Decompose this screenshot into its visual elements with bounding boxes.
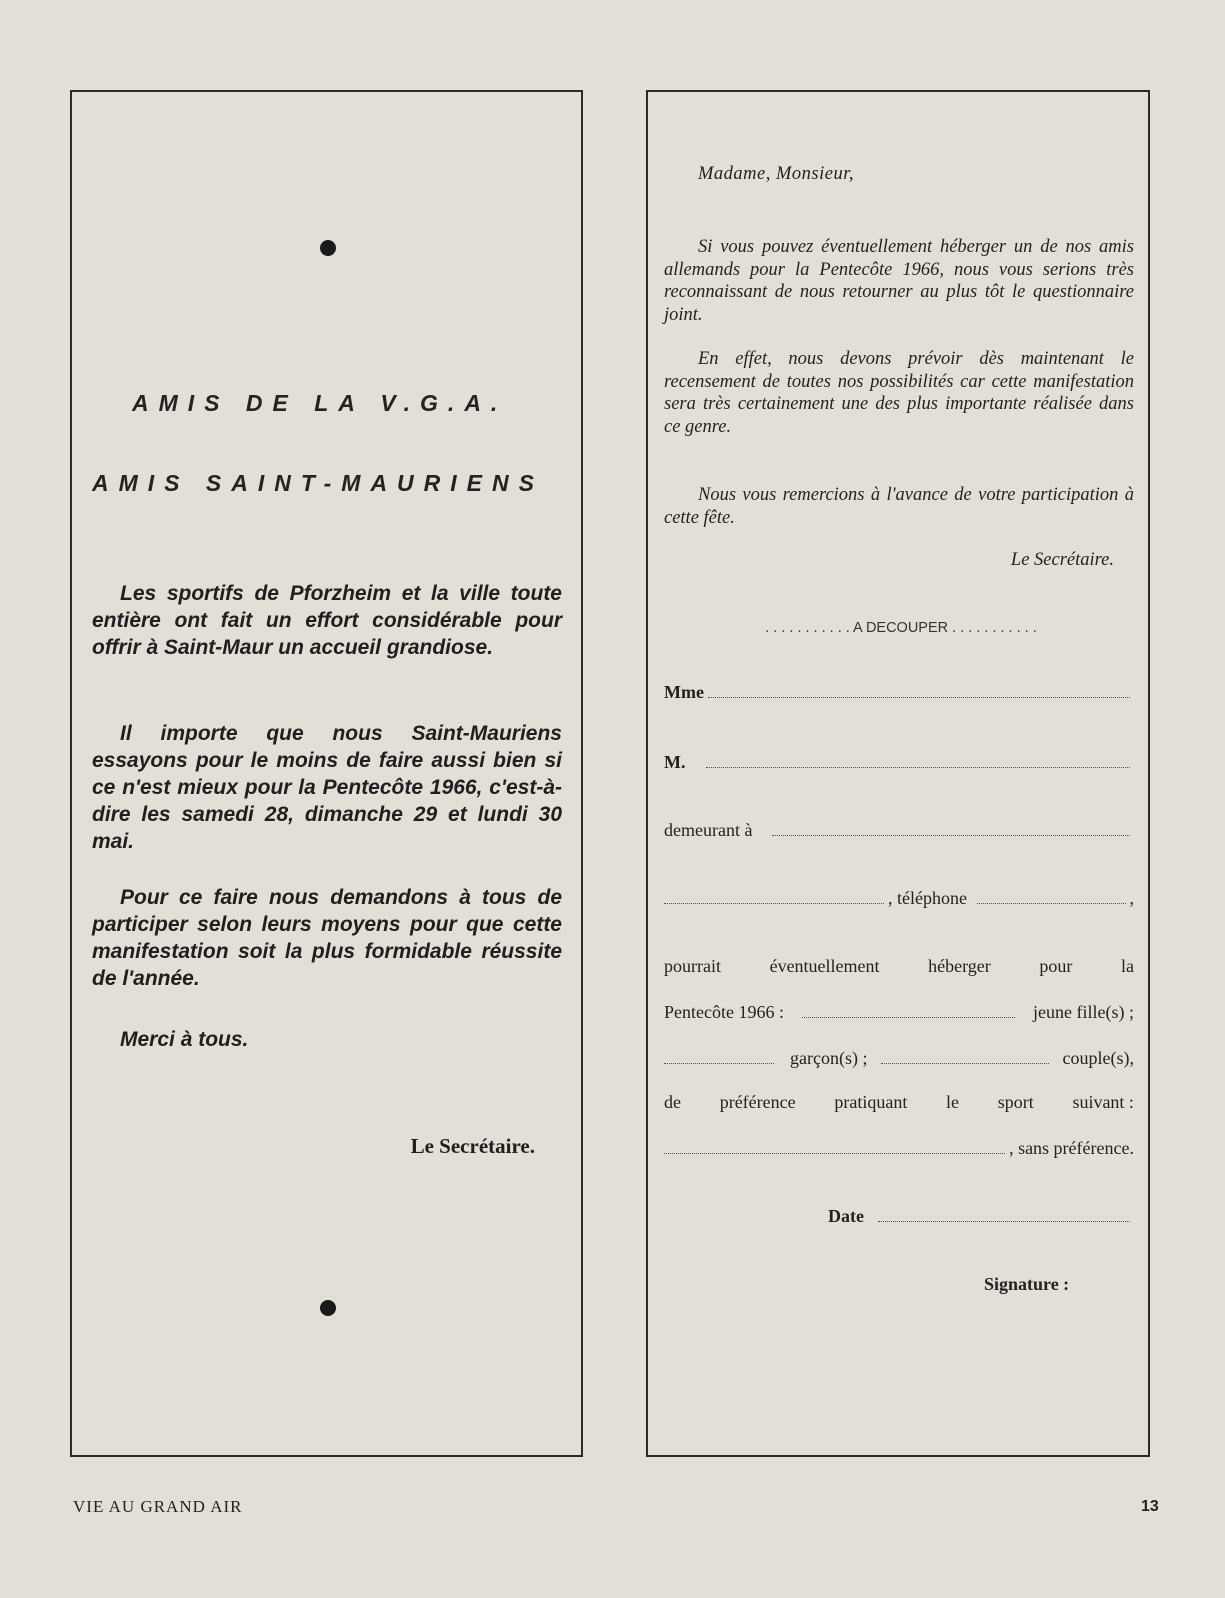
salutation: Madame, Monsieur, <box>698 164 854 184</box>
left-paragraph-4-text: Merci à tous. <box>120 1028 249 1051</box>
garcon-label: garçon(s) ; <box>790 1048 868 1068</box>
telephone-comma: , <box>1129 888 1134 908</box>
form-row-m <box>664 752 1134 773</box>
mme-label: Mme <box>664 682 704 702</box>
form-row-sport <box>664 1138 1134 1159</box>
footer-magazine-title: VIE AU GRAND AIR <box>73 1497 243 1516</box>
pref-word-2: préférence <box>719 1092 796 1112</box>
heading-amis-saint-mauriens: AMIS SAINT-MAURIENS <box>92 470 544 496</box>
pref-word-4: le <box>946 1092 960 1112</box>
pref-word-6: suivant : <box>1072 1092 1134 1112</box>
sans-preference-label: , sans préférence. <box>1009 1138 1134 1158</box>
right-signature: Le Secrétaire. <box>1010 550 1114 570</box>
pourrait-word-4: pour <box>1039 956 1073 976</box>
telephone-label: , téléphone <box>888 888 967 908</box>
demeurant-fill-line[interactable] <box>772 834 1130 836</box>
pref-word-3: pratiquant <box>834 1092 908 1112</box>
heading-amis-vga: AMIS DE LA V.G.A. <box>132 390 508 416</box>
mme-fill-line[interactable] <box>708 696 1130 698</box>
form-row-pourrait <box>664 956 1134 977</box>
form-row-pentecote <box>664 1002 1134 1023</box>
pref-word-1: de <box>664 1092 681 1112</box>
left-paragraph-3-text: Pour ce faire nous demandons à tous de participer selon leurs moyens pour que cette manifestation soit la plus formidable réussite de l'année. <box>92 886 562 990</box>
demeurant-label: demeurant à <box>664 820 753 840</box>
right-paragraph-2 <box>664 348 1134 438</box>
left-paragraph-2 <box>92 720 562 855</box>
left-signature: Le Secrétaire. <box>410 1134 535 1158</box>
right-paragraph-1-text: Si vous pouvez éventuellement héberger un de nos amis allemands pour la Pentecôte 1966, nous vous serions très reconnaissant de nous retourner au plus tôt le questionnaire joint. <box>664 237 1134 325</box>
left-paragraph-1-text: Les sportifs de Pforzheim et la ville toute entière ont fait un effort considérable pour offrir à Saint-Maur un accueil grandiose. <box>92 582 562 659</box>
pref-word-5: sport <box>997 1092 1034 1112</box>
left-panel <box>70 90 583 1457</box>
form-row-demeurant <box>664 820 1134 841</box>
left-paragraph-4 <box>92 1026 562 1053</box>
right-panel <box>646 90 1150 1457</box>
left-paragraph-3 <box>92 884 562 992</box>
right-paragraph-3-text: Nous vous remercions à l'avance de votre participation à cette fête. <box>664 485 1134 528</box>
couple-label: couple(s), <box>1062 1048 1134 1068</box>
bullet-dot-bottom <box>320 1300 336 1316</box>
bullet-dot-top <box>320 240 336 256</box>
signature-label: Signature : <box>984 1274 1070 1294</box>
date-fill-line[interactable] <box>878 1220 1130 1222</box>
pourrait-word-3: héberger <box>928 956 991 976</box>
form-row-preference <box>664 1092 1134 1113</box>
pourrait-word-1: pourrait <box>664 956 721 976</box>
form-row-garcon <box>664 1048 1134 1069</box>
cut-line: . . . . . . . . . . . A DECOUPER . . . . . . . . . . . <box>765 620 1037 636</box>
telephone-fill-line[interactable] <box>977 902 1126 904</box>
couple-fill-line[interactable] <box>881 1062 1048 1064</box>
left-paragraph-2-text: Il importe que nous Saint-Mauriens essayons pour le moins de faire aussi bien si ce n'est mieux pour la Pentecôte 1966, c'est-à-dire les samedi 28, dimanche 29 et lundi 30 mai. <box>92 722 562 853</box>
right-paragraph-2-text: En effet, nous devons prévoir dès maintenant le recensement de toutes nos possibilités car cette manifestation sera très certainement une des plus importante réalisée dans ce genre. <box>664 349 1134 437</box>
garcon-fill-line[interactable] <box>664 1062 774 1064</box>
pourrait-word-2: éventuellement <box>769 956 880 976</box>
jeune-fille-label: jeune fille(s) ; <box>1033 1002 1134 1022</box>
left-paragraph-1 <box>92 580 562 661</box>
footer-page-number: 13 <box>1141 1498 1159 1515</box>
pourrait-word-5: la <box>1120 956 1134 976</box>
form-row-mme <box>664 682 1134 703</box>
jeune-fille-fill-line[interactable] <box>802 1016 1015 1018</box>
right-paragraph-3 <box>664 484 1134 529</box>
m-fill-line[interactable] <box>706 766 1131 768</box>
form-row-telephone <box>664 888 1134 909</box>
sport-fill-line[interactable] <box>664 1152 1005 1154</box>
address-fill-line[interactable] <box>664 902 884 904</box>
right-paragraph-1 <box>664 236 1134 326</box>
pentecote-label: Pentecôte 1966 : <box>664 1002 784 1022</box>
m-label: M. <box>664 752 686 772</box>
form-row-date <box>828 1206 1134 1227</box>
date-label: Date <box>828 1206 864 1226</box>
